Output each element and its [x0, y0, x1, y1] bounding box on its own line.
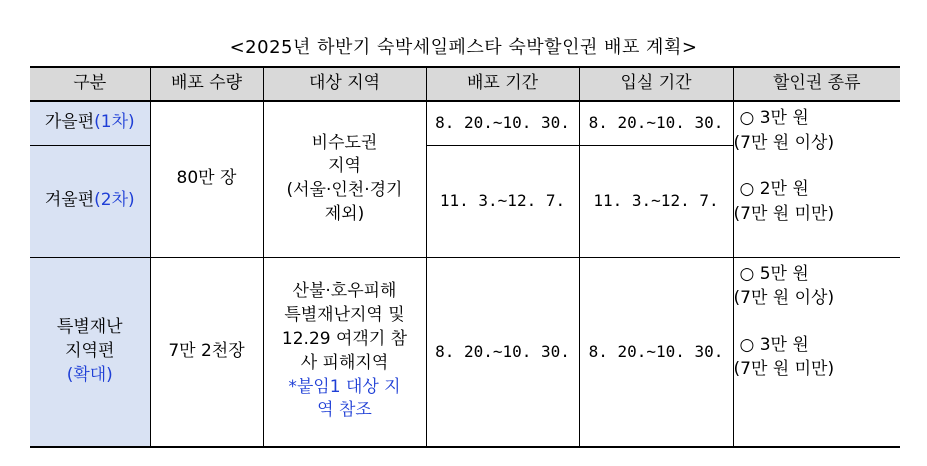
discount-amount: ○ 3만 원: [739, 108, 809, 128]
row-label-disaster: [30, 257, 150, 447]
discount-amount: ○ 2만 원: [739, 179, 809, 200]
disaster-distribution-period: 8. 20.~10. 30.: [426, 257, 579, 447]
table-row: [30, 257, 900, 447]
row-label-suffix: (1차): [94, 112, 135, 133]
disaster-region: [263, 257, 426, 447]
row-label-text: 가을편: [44, 112, 95, 133]
discount-condition: (7만 원 이상): [733, 132, 835, 153]
shared-region: [263, 101, 426, 257]
winter-distribution-period: 11. 3.~12. 7.: [426, 145, 579, 257]
table-header-row: [30, 67, 900, 101]
discount-disaster: [733, 257, 900, 447]
row-label-winter: [30, 145, 150, 257]
discount-condition: (7만 원 이상): [733, 288, 835, 309]
region-line: 사 피해지역: [300, 352, 389, 373]
row-label-text: 특별재난: [56, 317, 123, 338]
region-note: 역 참조: [317, 400, 372, 421]
region-line: (서울·인천·경기: [286, 180, 403, 201]
header-quantity: 배포 수량: [150, 67, 263, 101]
autumn-checkin-period: 8. 20.~10. 30.: [579, 101, 733, 145]
header-checkin-period: 입실 기간: [579, 67, 733, 101]
page-title: <2025년 하반기 숙박세일페스타 숙박할인권 배포 계획>: [229, 37, 698, 58]
row-label-suffix: (2차): [94, 190, 135, 211]
row-label-text: 지역편: [65, 340, 115, 361]
shared-quantity: [150, 101, 263, 257]
autumn-distribution-period: 8. 20.~10. 30.: [426, 101, 579, 145]
header-region: 대상 지역: [263, 67, 426, 101]
discount-item: [734, 311, 901, 382]
discount-main: [733, 101, 900, 257]
disaster-checkin-period: 8. 20.~10. 30.: [579, 257, 733, 447]
region-line: 12.29 여객기 참: [281, 328, 408, 349]
region-line: 지역: [328, 156, 361, 177]
row-label-suffix: (확대): [66, 364, 113, 385]
table-row: [30, 101, 900, 145]
region-line: 산불·호우피해: [292, 281, 397, 302]
row-label-text: 겨울편: [44, 190, 95, 211]
winter-checkin-period: 11. 3.~12. 7.: [579, 145, 733, 257]
region-line: 특별재난지역 및: [284, 305, 405, 326]
discount-item: [734, 102, 901, 155]
row-label-autumn: [30, 101, 150, 145]
discount-condition: (7만 원 미만): [733, 359, 835, 380]
disaster-quantity: 7만 2천장: [150, 257, 263, 447]
region-note: *붙임1 대상 지: [288, 376, 401, 397]
quantity-value: 80만 장: [176, 168, 237, 189]
discount-amount: ○ 3만 원: [739, 334, 809, 355]
discount-item: [734, 155, 901, 226]
discount-item: [734, 258, 901, 311]
header-distribution-period: 배포 기간: [426, 67, 579, 101]
header-category: 구분: [30, 67, 150, 101]
distribution-plan-table: [30, 66, 900, 448]
discount-amount: ○ 5만 원: [739, 263, 809, 284]
discount-condition: (7만 원 미만): [733, 203, 835, 224]
region-line: 제외): [324, 204, 365, 225]
region-line: 비수도권: [311, 132, 378, 153]
header-discount-type: 할인권 종류: [733, 67, 900, 101]
